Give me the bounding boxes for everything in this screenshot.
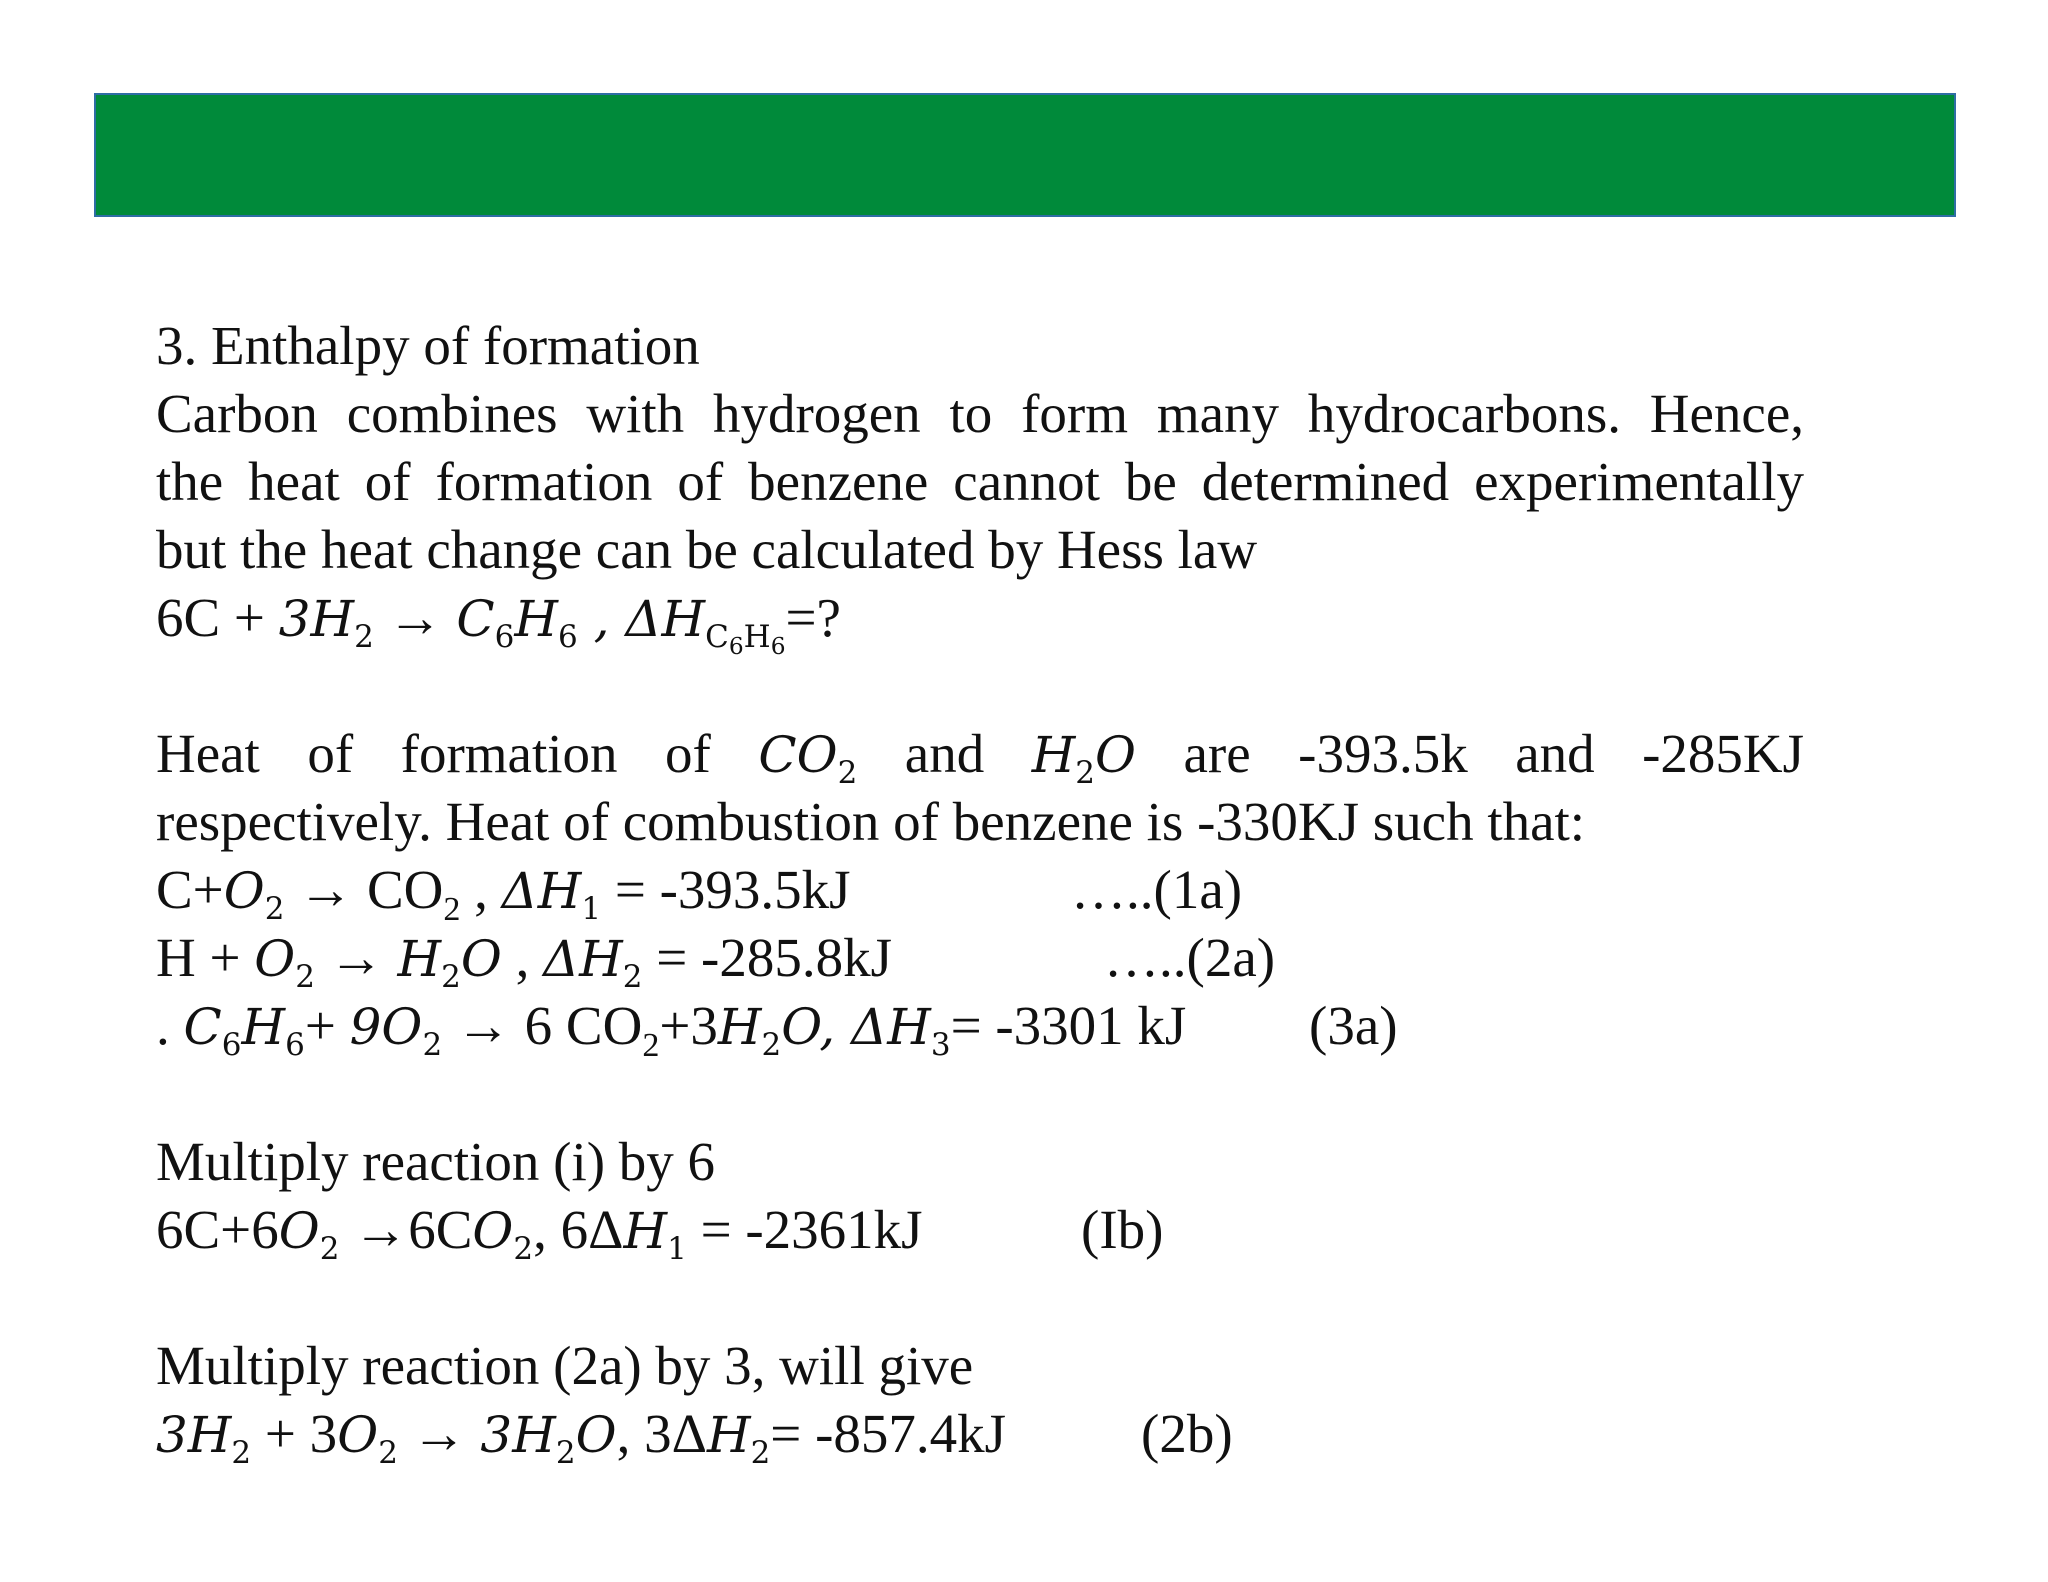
- intro-line-2: the heat of formation of benzene cannot be determined experimentally: [156, 451, 1804, 512]
- spacer: [156, 652, 1804, 720]
- intro-line-3: but the heat change can be calculated by Hess law: [156, 519, 1258, 580]
- section-title: 3. Enthalpy of formation: [156, 315, 700, 376]
- target-h2: $3H_2$: [278, 590, 374, 655]
- reaction-2a-label: …..(2a): [1104, 927, 1276, 988]
- target-reaction: [156, 584, 1804, 661]
- reaction-2b-label: (2b): [1141, 1403, 1233, 1464]
- spacer: [156, 1060, 1804, 1128]
- reaction-1a: $C+O_2 \to CO_2$ , $\Delta H_1 = -393.5kJ$ …..(1a): [156, 856, 1804, 924]
- reaction-3a-label: (3a): [1309, 995, 1398, 1056]
- reaction-3a: . $C_6H_6+ 9O_2 \to 6$ $CO_2+3H_2O$, $\Delta H_3= -3301$ kJ (3a): [156, 992, 1804, 1060]
- step2-heading: Multiply reaction (2a) by 3, will give: [156, 1335, 974, 1396]
- header-banner: [94, 93, 1956, 217]
- target-sep: ,: [577, 590, 626, 648]
- target-benzene: $C_6H_6$: [456, 590, 578, 655]
- reaction-2a: $H + O_2 \to H_2O$ , $\Delta H_2 = -285.8kJ$ …..(2a): [156, 924, 1804, 992]
- slide-content: [156, 312, 1805, 1471]
- reaction-2b: $3H_2 + 3O_2 \to 3H_2O$, $3\Delta H_2= -857.4kJ$ (2b): [156, 1400, 1804, 1468]
- target-delta-h: $\Delta H_{C_6H_6}$: [625, 590, 786, 661]
- heat-statement-line-1: Heat of formation of $CO_2$ and $H_2O$ are -393.5k and -285KJ: [156, 723, 1805, 791]
- target-result: =?: [785, 587, 841, 648]
- step1-heading: Multiply reaction (i) by 6: [156, 1131, 716, 1192]
- reaction-1b: $6C+6O_2 \to 6CO_2$, $6\Delta H_1 = -2361kJ$ (Ib): [156, 1196, 1804, 1264]
- reaction-1b-label: (Ib): [1081, 1199, 1164, 1260]
- intro-line-1: Carbon combines with hydrogen to form many hydrocarbons. Hence,: [156, 383, 1804, 444]
- target-lhs: 6C +: [156, 587, 279, 648]
- spacer: [156, 1264, 1804, 1332]
- target-arrow: →: [373, 587, 457, 648]
- heat-statement-line-2: respectively. Heat of combustion of benzene is -330KJ such that:: [156, 791, 1586, 852]
- reaction-1a-label: …..(1a): [1071, 859, 1243, 920]
